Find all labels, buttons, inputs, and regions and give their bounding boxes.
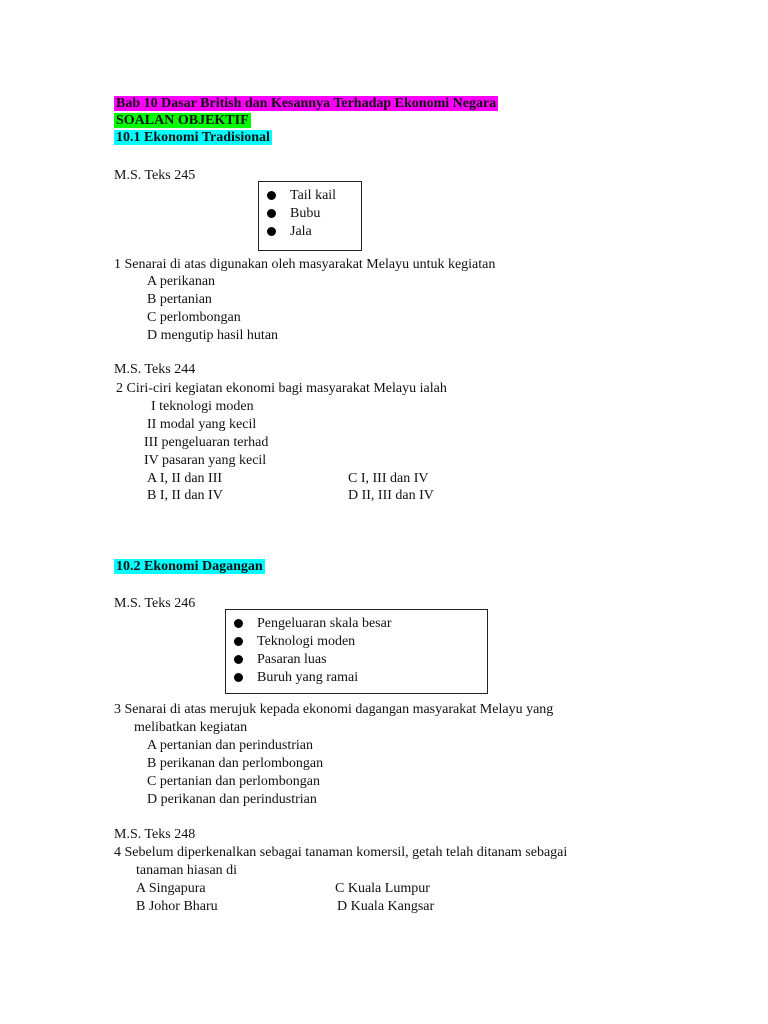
q1-option-d: D mengutip hasil hutan [147, 328, 279, 343]
q2-item-iii: III pengeluaran terhad [144, 435, 269, 450]
subsection-heading-2: 10.2 Ekonomi Dagangan [116, 559, 263, 574]
bullet-box-2 [225, 609, 488, 694]
list-item: Tail kail [259, 187, 361, 205]
q2-item-iv: IV pasaran yang kecil [144, 453, 267, 468]
list-item: Pengeluaran skala besar [226, 615, 487, 633]
q2-stem: 2 Ciri-ciri kegiatan ekonomi bagi masyarakat Melayu ialah [116, 381, 447, 396]
q1-reference: M.S. Teks 245 [114, 168, 196, 183]
list-item: Jala [259, 223, 361, 241]
q2-option-a: A I, II dan III [147, 471, 223, 486]
list-item: Pasaran luas [226, 651, 487, 669]
q2-reference: M.S. Teks 244 [114, 362, 196, 377]
q1-option-b: B pertanian [147, 292, 212, 307]
q3-option-d: D perikanan dan perindustrian [147, 792, 317, 807]
q2-item-ii: II modal yang kecil [147, 417, 257, 432]
q1-stem: 1 Senarai di atas digunakan oleh masyarakat Melayu untuk kegiatan [114, 257, 496, 272]
q4-stem-continued: tanaman hiasan di [136, 863, 238, 878]
q2-option-c: C I, III dan IV [348, 471, 429, 486]
section-label: SOALAN OBJEKTIF [116, 113, 249, 128]
q2-option-b: B I, II dan IV [147, 488, 223, 503]
q4-option-c: C Kuala Lumpur [335, 881, 430, 896]
q2-option-d: D II, III dan IV [348, 488, 434, 503]
q4-reference: M.S. Teks 248 [114, 827, 196, 842]
q4-option-d: D Kuala Kangsar [337, 899, 435, 914]
bullet-box-1 [258, 181, 362, 251]
subsection-heading-1: 10.1 Ekonomi Tradisional [116, 130, 270, 145]
q4-option-b: B Johor Bharu [136, 899, 218, 914]
q4-option-a: A Singapura [136, 881, 206, 896]
q3-option-b: B perikanan dan perlombongan [147, 756, 324, 771]
q3-reference: M.S. Teks 246 [114, 596, 196, 611]
list-item: Buruh yang ramai [226, 669, 487, 687]
q3-stem: 3 Senarai di atas merujuk kepada ekonomi dagangan masyarakat Melayu yang [114, 702, 554, 717]
q4-stem: 4 Sebelum diperkenalkan sebagai tanaman komersil, getah telah ditanam sebagai [114, 845, 568, 860]
list-item: Bubu [259, 205, 361, 223]
q3-option-c: C pertanian dan perlombongan [147, 774, 321, 789]
q2-item-i: I teknologi moden [151, 399, 254, 414]
q1-option-c: C perlombongan [147, 310, 241, 325]
q3-stem-continued: melibatkan kegiatan [134, 720, 248, 735]
chapter-title: Bab 10 Dasar British dan Kesannya Terhadap Ekonomi Negara [116, 96, 497, 111]
q3-option-a: A pertanian dan perindustrian [147, 738, 314, 753]
list-item: Teknologi moden [226, 633, 487, 651]
q1-option-a: A perikanan [147, 274, 216, 289]
